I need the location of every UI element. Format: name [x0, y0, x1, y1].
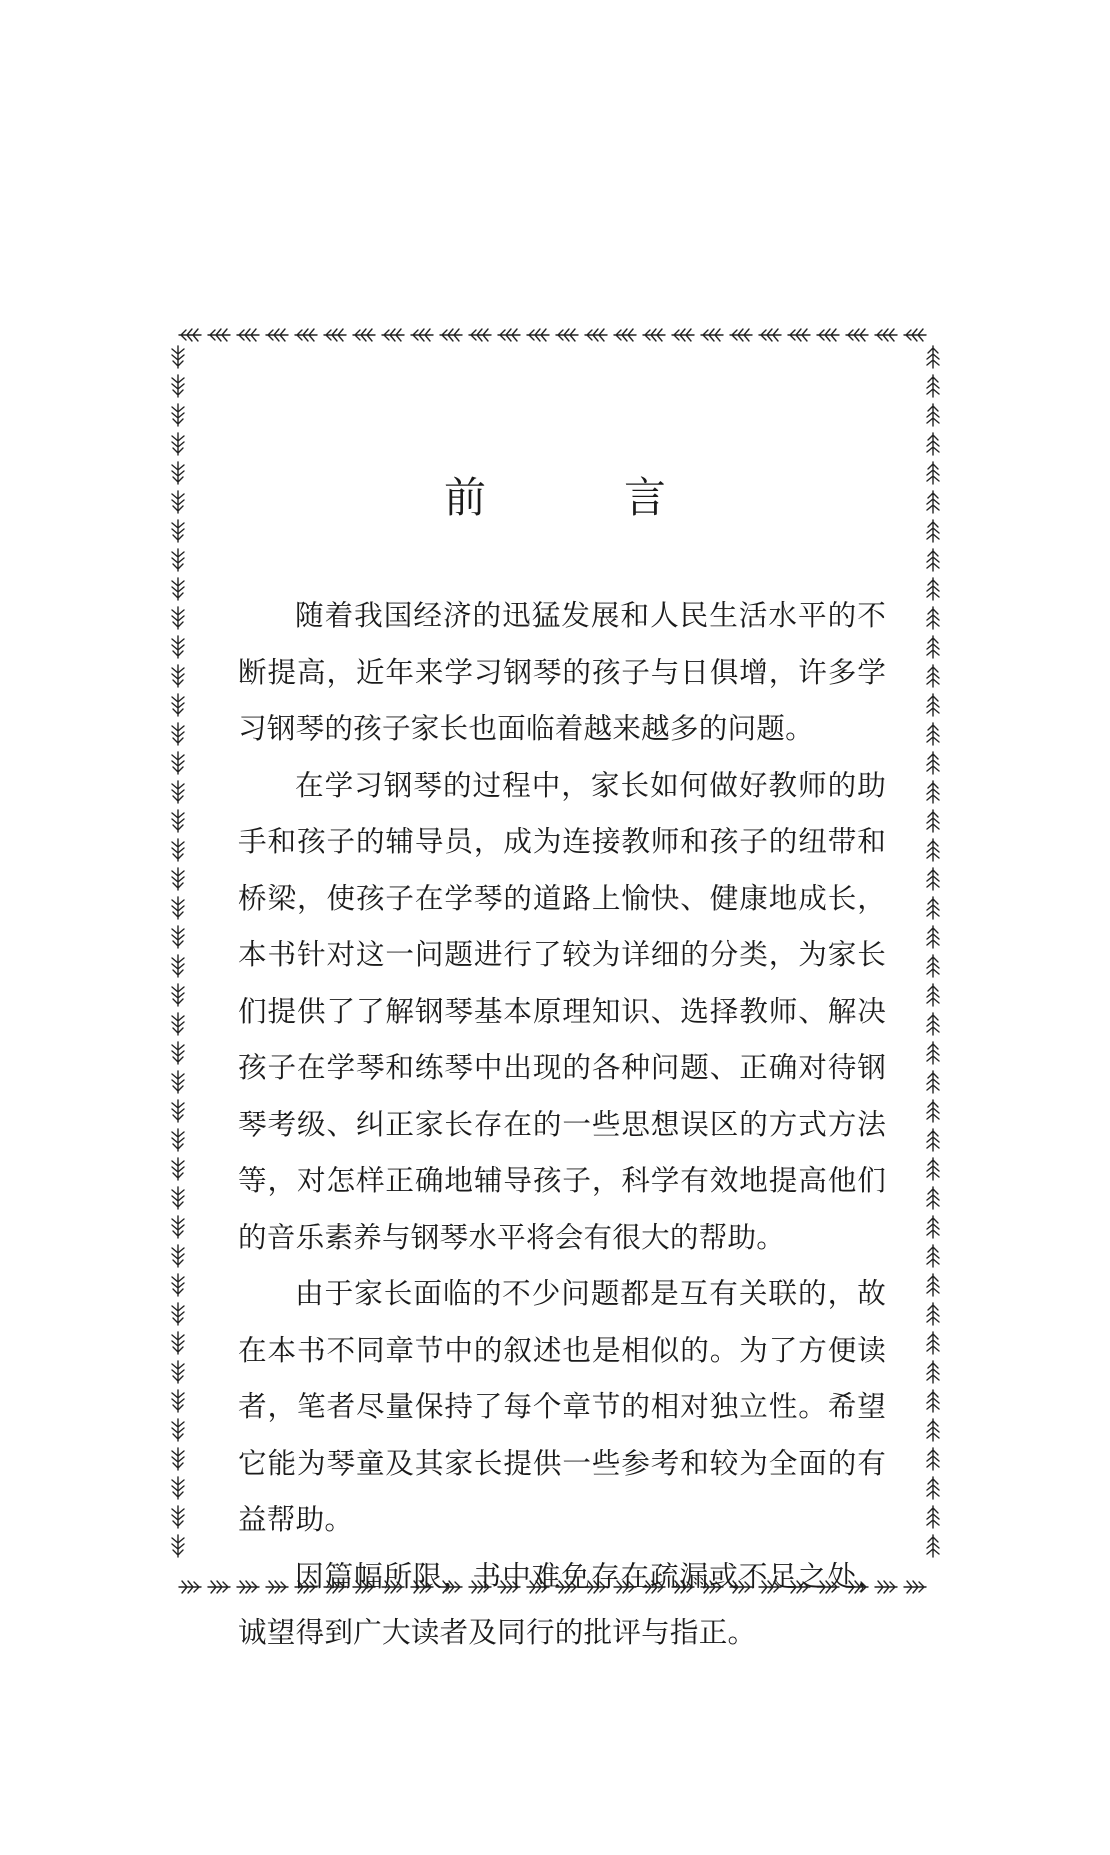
preface-body	[238, 587, 886, 1661]
page-title: 前 言	[443, 473, 714, 522]
paragraph: 在学习钢琴的过程中，家长如何做好教师的助手和孩子的辅导员，成为连接教师和孩子的纽带和桥梁，使孩子在学琴的道路上愉快、健康地成长，本书针对这一问题进行了较为详细的分类，为家长们提供了了解钢琴基本原理知识、选择教师、解决孩子在学琴和练琴中出现的各种问题、正确对待钢琴考级、纠正家长存在的一些思想误区的方式方法等，对怎样正确地辅导孩子，科学有效地提高他们的音乐素养与钢琴水平将会有很大的帮助。	[238, 767, 886, 1254]
paragraph: 因篇幅所限，书中难免存在疏漏或不足之处，诚望得到广大读者及同行的批评与指正。	[238, 1558, 886, 1649]
paragraph: 随着我国经济的迅猛发展和人民生活水平的不断提高，近年来学习钢琴的孩子与日俱增，许多学习钢琴的孩子家长也面临着越来越多的问题。	[238, 598, 886, 745]
paragraph: 由于家长面临的不少问题都是互有关联的，故在本书不同章节中的叙述也是相似的。为了方便读者，笔者尽量保持了每个章节的相对独立性。希望它能为琴童及其家长提供一些参考和较为全面的有益帮助。	[238, 1276, 886, 1536]
